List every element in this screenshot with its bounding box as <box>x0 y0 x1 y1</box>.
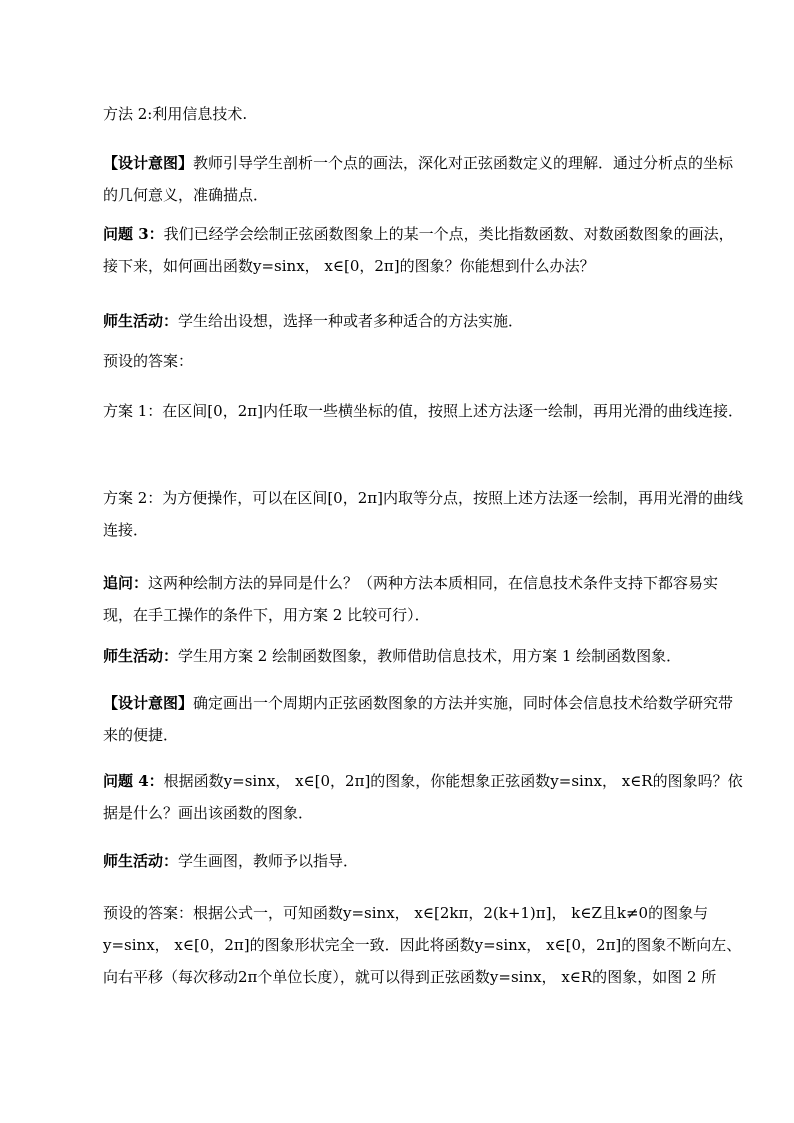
paragraph-label: 师生活动： <box>103 852 179 870</box>
paragraph-text: 教师引导学生剖析一个点的画法，深化对正弦函数定义的理解．通过分析点的坐标的几何意义，准确描点． <box>103 154 734 204</box>
paragraph-text: 学生给出设想，选择一种或者多种适合的方法实施． <box>178 312 524 330</box>
paragraph-text: 我们已经学会绘制正弦函数图象上的某一个点，类比指数函数、对数函数图象的画法，接下来，如何画出函数y=sinx， x∈[0，2π]的图象？你能想到什么办法？ <box>103 225 734 275</box>
paragraph-question-3 <box>103 218 743 282</box>
paragraph-design-intent-2 <box>103 687 743 751</box>
paragraph-design-intent-1 <box>103 147 743 211</box>
paragraph-plan-1 <box>103 395 743 427</box>
paragraph-text: 预设的答案： <box>103 352 194 370</box>
paragraph-plan-2 <box>103 482 743 546</box>
paragraph-text: 学生画图，教师予以指导． <box>178 852 359 870</box>
paragraph-label: 【设计意图】 <box>103 154 194 172</box>
paragraph-label: 追问： <box>103 574 149 592</box>
paragraph-teacher-student-activity-2 <box>103 640 743 672</box>
paragraph-text: 学生用方案 2 绘制函数图象，教师借助信息技术，用方案 1 绘制函数图象． <box>178 647 682 665</box>
paragraph-label: 【设计意图】 <box>103 694 194 712</box>
paragraph-text: 方案 1：在区间[0，2π]内任取一些横坐标的值，按照上述方法逐一绘制，再用光滑的曲线连接． <box>103 402 743 420</box>
paragraph-preset-answer <box>103 345 743 377</box>
paragraph-question-4 <box>103 765 743 829</box>
paragraph-text: 预设的答案：根据公式一，可知函数y=sinx， x∈[2kπ，2(k+1)π]， k∈Z且k≠0的图象与y=sinx， x∈[0，2π]的图象形状完全一致．因此将函数y=sinx， x∈[0，2π]的图象不断向左、向右平移（每次移动2π个单位长度），就可以得到正弦函数y=sinx， x∈R的图象，如图 2 所 <box>103 904 742 986</box>
paragraph-label: 师生活动： <box>103 647 179 665</box>
paragraph-label: 问题 4： <box>103 772 164 790</box>
paragraph-text: 根据函数y=sinx， x∈[0，2π]的图象，你能想象正弦函数y=sinx， x∈R的图象吗？依据是什么？画出该函数的图象． <box>103 772 743 822</box>
paragraph-teacher-student-activity-3 <box>103 845 743 877</box>
paragraph-text: 方案 2：为方便操作，可以在区间[0，2π]内取等分点，按照上述方法逐一绘制，再用光滑的曲线连接． <box>103 489 743 539</box>
paragraph-preset-answer-detail <box>103 897 743 993</box>
paragraph-method-2 <box>103 98 743 130</box>
paragraph-teacher-student-activity-1 <box>103 305 743 337</box>
paragraph-text: 方法 2:利用信息技术. <box>103 105 248 123</box>
paragraph-text: 这两种绘制方法的异同是什么？（两种方法本质相同，在信息技术条件支持下都容易实现，在手工操作的条件下，用方案 2 比较可行）． <box>103 574 719 624</box>
paragraph-label: 问题 3： <box>103 225 164 243</box>
paragraph-label: 师生活动： <box>103 312 179 330</box>
paragraph-text: 确定画出一个周期内正弦函数图象的方法并实施，同时体会信息技术给数学研究带来的便捷． <box>103 694 734 744</box>
paragraph-follow-up <box>103 567 743 631</box>
